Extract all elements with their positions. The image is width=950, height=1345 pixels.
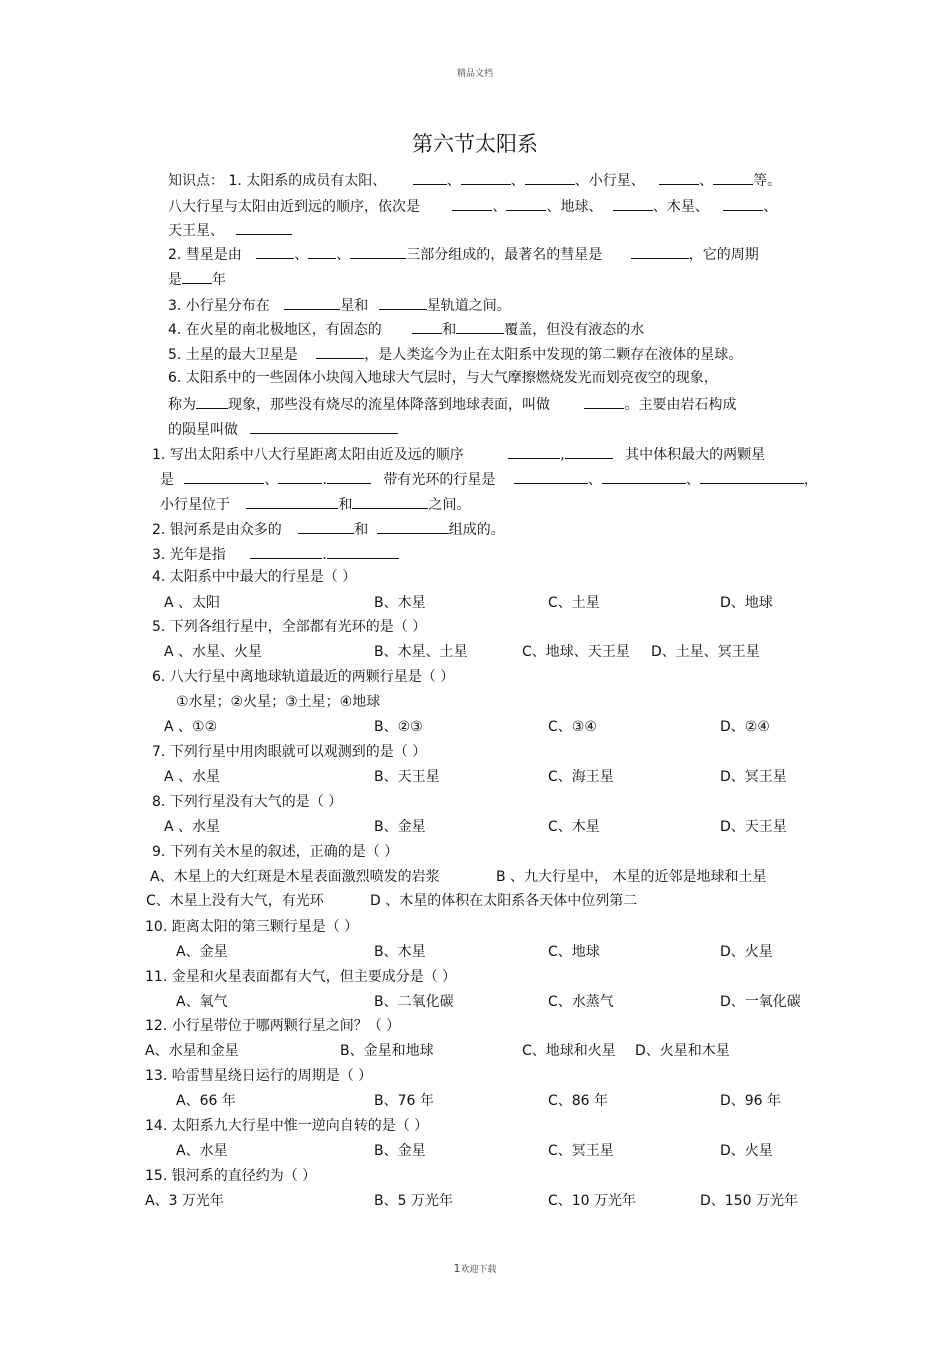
- kp-text: 称为: [168, 397, 196, 413]
- fill-q1-line-3: [160, 493, 470, 515]
- page-title: 第六节太阳系: [412, 132, 538, 156]
- mc-q12: 12. 小行星带位于哪两颗行星之间？（ ）: [145, 1018, 401, 1034]
- kp-text: 天王星、: [168, 223, 224, 239]
- kp-line-2: [168, 195, 777, 217]
- answer-blank: [565, 443, 613, 459]
- question-text: 、: [587, 472, 602, 488]
- option-d: D、天王星: [720, 819, 787, 835]
- kp-text: 覆盖，但没有液态的水: [504, 322, 645, 338]
- kp-text: ，它的周期: [688, 247, 759, 263]
- kp-text: 星轨道之间。: [426, 298, 511, 314]
- kp-line-1: [168, 169, 781, 191]
- option-c: C、木星上没有大气，有光环: [146, 893, 324, 909]
- mc-q13: 13. 哈雷彗星绕日运行的周期是（ ）: [145, 1068, 373, 1084]
- answer-blank: [250, 418, 398, 434]
- option-c: C、10 万光年: [548, 1193, 637, 1209]
- option-d: D、火星: [720, 944, 773, 960]
- option-b: B 、九大行星中， 木星的近邻是地球和土星: [496, 869, 767, 885]
- kp-line-9: 6. 太阳系中的一些固体小块闯入地球大气层时，与大气摩擦燃烧发光而划亮夜空的现象，: [168, 370, 718, 386]
- kp-text: 是: [168, 272, 182, 288]
- option-a: A 、①②: [164, 719, 218, 735]
- answer-blank: [327, 468, 371, 484]
- kp-text: 知识点： 1. 太阳系的成员有太阳、: [168, 173, 387, 189]
- mc-q11: 11. 金星和火星表面都有大气，但主要成分是（ ）: [145, 969, 457, 985]
- option-a: A 、水星、火星: [164, 644, 263, 660]
- option-a: A、3 万光年: [145, 1193, 224, 1209]
- answer-blank: [284, 294, 340, 310]
- kp-text: 现象，那些没有烧尽的流星体降落到地球表面，叫做: [228, 397, 550, 413]
- answer-blank: [316, 343, 364, 359]
- option-a: A、氧气: [176, 994, 228, 1010]
- option-c: C、地球、天王星: [522, 644, 630, 660]
- answer-blank: [308, 243, 336, 259]
- option-b: B、二氧化碳: [374, 994, 454, 1010]
- answer-blank: [631, 243, 689, 259]
- question-text: 2. 银河系是由众多的: [152, 522, 282, 538]
- mc-q15: 15. 银河系的直径约为（ ）: [145, 1168, 317, 1184]
- option-b: B、木星: [374, 944, 426, 960]
- answer-blank: [298, 518, 354, 534]
- option-d: D 、木星的体积在太阳系各天体中位列第二: [370, 893, 638, 909]
- option-a: A 、太阳: [164, 595, 221, 611]
- answer-blank: [256, 243, 294, 259]
- mc-q10: 10. 距离太阳的第三颗行星是（ ）: [145, 919, 359, 935]
- answer-blank: [350, 243, 406, 259]
- option-c: C、冥王星: [548, 1143, 614, 1159]
- option-b: B、金星和地球: [340, 1043, 434, 1059]
- answer-blank: [236, 219, 292, 235]
- answer-blank: [525, 169, 575, 185]
- kp-text: 3. 小行星分布在: [168, 298, 270, 314]
- answer-blank: [182, 268, 212, 284]
- mc-q5: 5. 下列各组行星中，全部都有光环的是（ ）: [152, 619, 427, 635]
- kp-text: 和: [442, 322, 457, 338]
- kp-text: 5. 土星的最大卫星是: [168, 347, 298, 363]
- option-a: A 、水星: [164, 819, 221, 835]
- question-text: ,: [560, 447, 565, 463]
- mc-q6-statements: ①水星；②火星；③土星；④地球: [176, 694, 381, 710]
- answer-blank: [508, 443, 560, 459]
- option-a: A、水星: [176, 1143, 228, 1159]
- option-b: B、金星: [374, 1143, 426, 1159]
- page-number: 1: [453, 1262, 461, 1275]
- question-text: 组成的。: [448, 522, 505, 538]
- option-d: D、土星、冥王星: [651, 644, 760, 660]
- page-header: 精品文档: [456, 69, 493, 79]
- question-text: 和: [354, 522, 369, 538]
- kp-text: 、: [510, 173, 525, 189]
- option-d: D、②④: [720, 719, 770, 735]
- kp-text: 三部分组成的，最著名的彗星是: [406, 247, 603, 263]
- option-d: D、96 年: [720, 1093, 782, 1109]
- option-d: D、150 万光年: [700, 1193, 798, 1209]
- option-d: D、地球: [720, 595, 773, 611]
- question-text: 是: [160, 472, 174, 488]
- kp-text: ，是人类迄今为止在太阳系中发现的第二颗存在液体的星球。: [364, 347, 743, 363]
- option-c: C、地球: [548, 944, 600, 960]
- kp-line-10: [168, 393, 736, 415]
- question-text: 其中体积最大的两颗星: [625, 447, 766, 463]
- kp-text: 的陨星叫做: [168, 422, 238, 438]
- option-c: C、水蒸气: [548, 994, 614, 1010]
- answer-blank: [412, 318, 442, 334]
- answer-blank: [456, 318, 504, 334]
- footer-text: 欢迎下载: [460, 1265, 497, 1275]
- kp-line-3: [168, 219, 292, 241]
- answer-blank: [184, 468, 264, 484]
- mc-q7: 7. 下列行星中用肉眼就可以观测到的是（ ）: [152, 744, 427, 760]
- question-text: .: [322, 472, 327, 488]
- kp-text: 、: [492, 199, 507, 215]
- answer-blank: [352, 493, 428, 509]
- kp-text: 2. 彗星是由: [168, 247, 242, 263]
- kp-text: 八大行星与太阳由近到远的顺序，依次是: [168, 199, 420, 215]
- answer-blank: [413, 169, 447, 185]
- kp-line-11: [168, 418, 398, 440]
- question-text: 和: [338, 497, 353, 513]
- answer-blank: [246, 493, 338, 509]
- kp-text: 、: [336, 247, 351, 263]
- option-c: C、86 年: [548, 1093, 609, 1109]
- answer-blank: [584, 393, 624, 409]
- kp-text: 4. 在火星的南北极地区，有固态的: [168, 322, 382, 338]
- answer-blank: [713, 169, 753, 185]
- option-b: B、②③: [374, 719, 423, 735]
- option-b: B、天王星: [374, 769, 440, 785]
- kp-line-4: [168, 243, 759, 265]
- question-text: 1. 写出太阳系中八大行星距离太阳由近及远的顺序: [152, 447, 464, 463]
- kp-text: 、: [446, 173, 461, 189]
- kp-text: 。主要由岩石构成: [624, 397, 737, 413]
- answer-blank: [327, 543, 399, 559]
- kp-text: 、: [294, 247, 309, 263]
- option-d: D、一氧化碳: [720, 994, 801, 1010]
- kp-text: 、: [699, 173, 714, 189]
- page-footer: [0, 1262, 950, 1275]
- answer-blank: [461, 169, 511, 185]
- kp-line-7: [168, 318, 644, 340]
- answer-blank: [377, 518, 449, 534]
- question-text: 带有光环的行星是: [383, 472, 496, 488]
- kp-text: 星和: [340, 298, 369, 314]
- answer-blank: [602, 468, 686, 484]
- option-b: B、木星、土星: [374, 644, 468, 660]
- option-d: D、火星: [720, 1143, 773, 1159]
- kp-text: 年: [212, 272, 226, 288]
- mc-q6: 6. 八大行星中离地球轨道最近的两颗行星是（ ）: [152, 669, 455, 685]
- mc-q14: 14. 太阳系九大行星中惟一逆向自转的是（ ）: [145, 1118, 429, 1134]
- answer-blank: [700, 468, 804, 484]
- question-text: ，: [803, 472, 818, 488]
- answer-blank: [250, 543, 322, 559]
- fill-q1-line-2: [160, 468, 818, 490]
- answer-blank: [613, 195, 653, 211]
- option-a: A 、水星: [164, 769, 221, 785]
- kp-text: 、地球、: [546, 199, 603, 215]
- question-text: 、: [685, 472, 700, 488]
- fill-q1-line-1: [152, 443, 765, 465]
- option-d: D、火星和木星: [635, 1043, 730, 1059]
- kp-text: 、小行星、: [574, 173, 645, 189]
- kp-line-6: [168, 294, 511, 316]
- question-text: .: [322, 547, 327, 563]
- fill-q3: [152, 543, 399, 565]
- mc-q4: 4. 太阳系中中最大的行星是（ ）: [152, 569, 357, 585]
- option-b: B、木星: [374, 595, 426, 611]
- answer-blank: [379, 294, 427, 310]
- option-d: D、冥王星: [720, 769, 787, 785]
- option-c: C、海王星: [548, 769, 614, 785]
- option-a: A、66 年: [176, 1093, 236, 1109]
- answer-blank: [278, 468, 322, 484]
- kp-text: 、木星、: [652, 199, 709, 215]
- answer-blank: [196, 393, 228, 409]
- option-b: B、76 年: [374, 1093, 434, 1109]
- fill-q2: [152, 518, 505, 540]
- kp-line-8: [168, 343, 742, 365]
- mc-q9: 9. 下列有关木星的叙述，正确的是（ ）: [152, 844, 399, 860]
- kp-text: 、: [763, 199, 778, 215]
- question-text: 小行星位于: [160, 497, 230, 513]
- option-c: C、地球和火星: [522, 1043, 616, 1059]
- answer-blank: [659, 169, 699, 185]
- kp-text: 等。: [753, 173, 782, 189]
- option-a: A、木星上的大红斑是木星表面激烈喷发的岩浆: [150, 869, 440, 885]
- option-a: A、水星和金星: [145, 1043, 239, 1059]
- answer-blank: [514, 468, 588, 484]
- answer-blank: [723, 195, 763, 211]
- option-c: C、③④: [548, 719, 597, 735]
- kp-line-5: [168, 268, 226, 290]
- answer-blank: [506, 195, 546, 211]
- answer-blank: [452, 195, 492, 211]
- mc-q8: 8. 下列行星没有大气的是（ ）: [152, 794, 343, 810]
- question-text: 3. 光年是指: [152, 547, 226, 563]
- option-b: B、5 万光年: [374, 1193, 453, 1209]
- option-a: A、金星: [176, 944, 228, 960]
- option-c: C、木星: [548, 819, 600, 835]
- question-text: 之间。: [428, 497, 471, 513]
- question-text: 、: [264, 472, 279, 488]
- option-b: B、金星: [374, 819, 426, 835]
- option-c: C、土星: [548, 595, 600, 611]
